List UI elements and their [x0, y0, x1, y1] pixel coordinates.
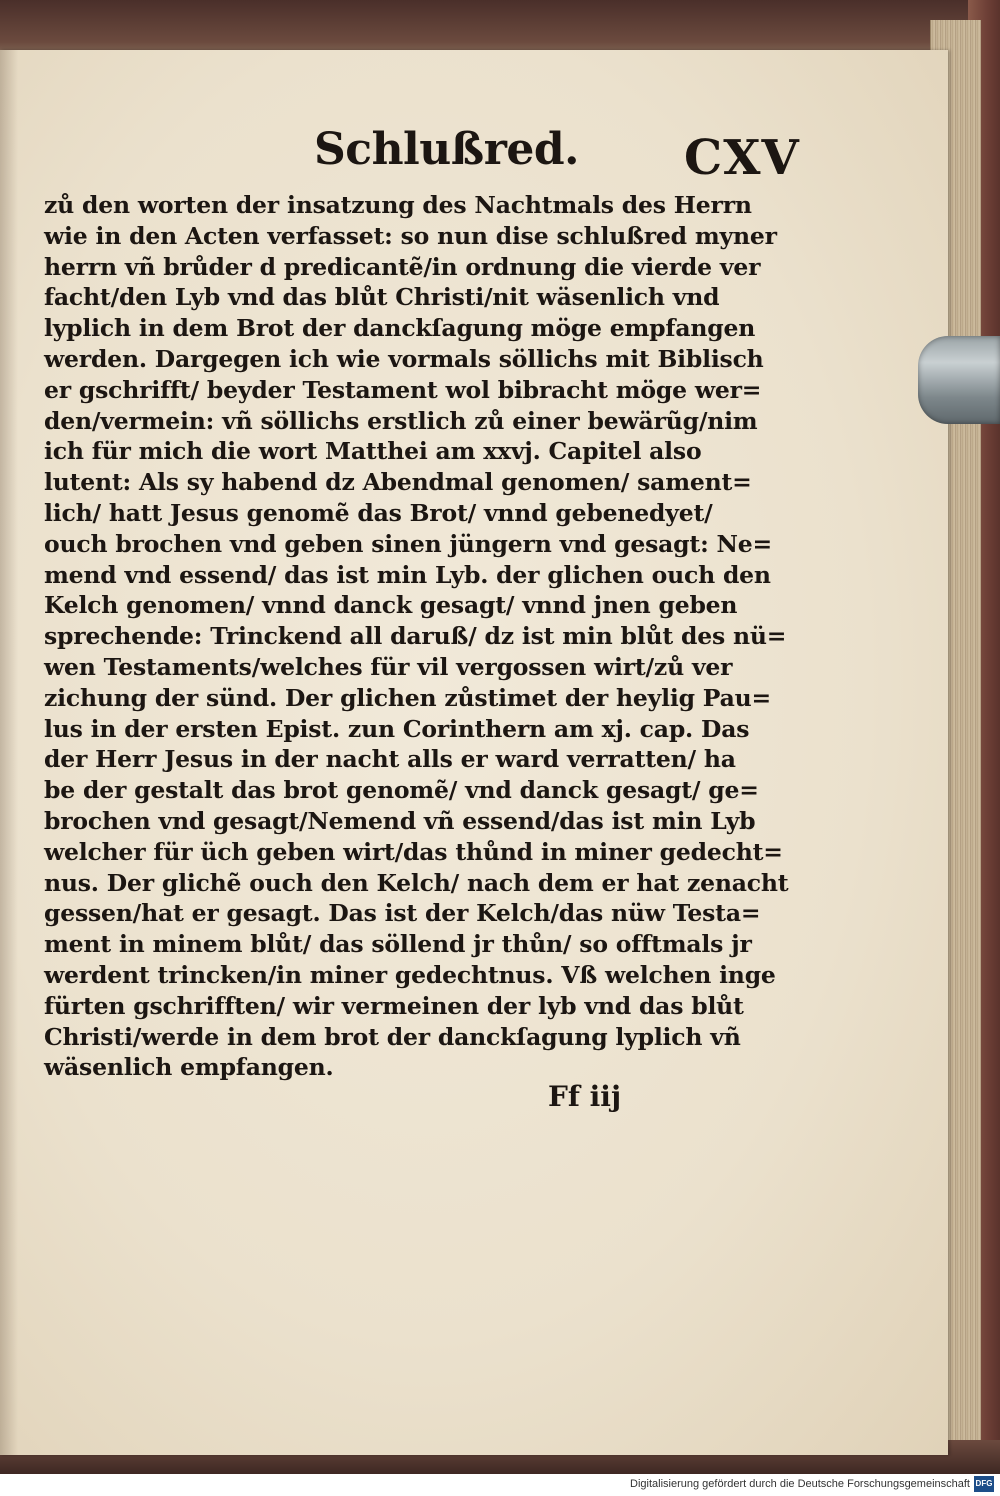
text-line: zichung der sünd. Der glichen zůstimet der heylig Pau= — [44, 683, 772, 712]
text-line: lus in der ersten Epist. zun Corinthern am xj. cap. Das — [44, 714, 750, 743]
text-line: mend vnd essend/ das ist min Lyb. der glichen ouch den — [44, 560, 771, 589]
text-line: Christi/werde in dem brot der danckſagung lyplich vñ — [44, 1022, 741, 1051]
folio-number: CXV — [684, 130, 800, 186]
text-line: den/vermein: vñ söllichs erstlich zů einer bewärũg/nim — [44, 406, 758, 435]
text-line: der Herr Jesus in der nacht alls er ward verratten/ ha — [44, 745, 736, 774]
text-line: werden. Dargegen ich wie vormals söllichs mit Biblisch — [44, 344, 764, 373]
text-line: wie in den Acten verfasset: so nun dise schlußred myner — [44, 221, 777, 250]
footer-credit: Digitalisierung gefördert durch die Deutsche Forschungsgemeinschaft — [630, 1478, 970, 1490]
text-line: ment in minem blůt/ das söllend jr thůn/ so offtmals jr — [44, 930, 752, 959]
text-line: ouch brochen vnd geben sinen jüngern vnd gesagt: Ne= — [44, 529, 773, 558]
gutter-shadow — [0, 50, 18, 1455]
text-line: zů den worten der insatzung des Nachtmals des Herrn — [44, 191, 752, 219]
text-line: welcher für üch geben wirt/das thůnd in miner gedecht= — [44, 837, 783, 866]
text-line: werdent trincken/in miner gedechtnus. Vß welchen inge — [44, 960, 776, 989]
body-text — [44, 190, 789, 1083]
clasp-strap — [918, 336, 1000, 424]
text-line: nus. Der glichẽ ouch den Kelch/ nach dem er hat zenacht — [44, 868, 789, 897]
text-line: wen Testaments/welches für vil vergossen wirt/zů ver — [44, 652, 733, 681]
text-line: facht/den Lyb vnd das blůt Christi/nit wäsenlich vnd — [44, 283, 720, 312]
running-head: Schlußred. — [314, 124, 579, 175]
signature-mark: Ff iij — [548, 1080, 622, 1113]
text-line: ich für mich die wort Matthei am xxvj. Capitel also — [44, 437, 702, 466]
text-line: be der gestalt das brot genomẽ/ vnd danck gesagt/ ge= — [44, 776, 759, 805]
text-line: er gschrifft/ beyder Testament wol bibracht möge wer= — [44, 375, 762, 404]
text-line: wäsenlich empfangen. — [44, 1053, 334, 1082]
text-line: Kelch genomen/ vnnd danck gesagt/ vnnd jnen geben — [44, 591, 738, 620]
text-line: herrn vñ brůder d predicantẽ/in ordnung die vierde ver — [44, 252, 761, 281]
text-line: gessen/hat er gesagt. Das ist der Kelch/das nüw Testa= — [44, 899, 761, 928]
text-line: sprechende: Trinckend all daruß/ dz ist min blůt des nü= — [44, 622, 787, 651]
text-line: lich/ hatt Jesus genomẽ das Brot/ vnnd gebenedyet/ — [44, 498, 713, 527]
text-line: lyplich in dem Brot der danckſagung möge empfangen — [44, 314, 756, 343]
footer-bar — [0, 1474, 1000, 1496]
dfg-logo: DFG — [974, 1476, 994, 1492]
text-line: lutent: Als sy habend dz Abendmal genomen/ sament= — [44, 468, 752, 497]
text-line: brochen vnd gesagt/Nemend vñ essend/das ist min Lyb — [44, 806, 756, 835]
text-line: fürten gschrifften/ wir vermeinen der lyb vnd das blůt — [44, 991, 744, 1020]
